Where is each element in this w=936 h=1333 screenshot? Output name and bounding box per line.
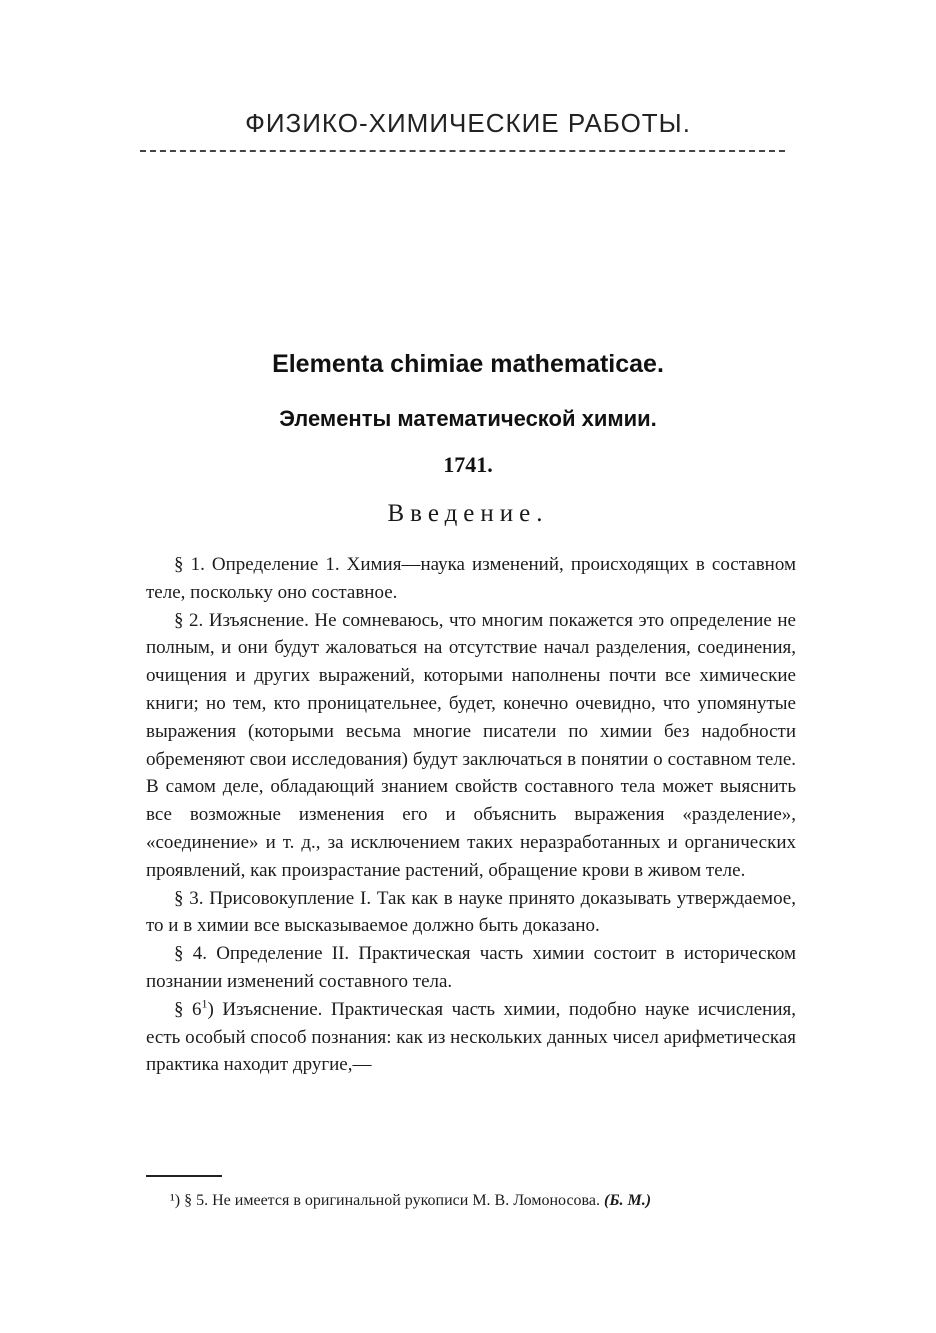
footnote-reference: 1 [201, 996, 208, 1011]
footnote-rule [146, 1175, 222, 1177]
footnote [170, 1192, 810, 1210]
paragraph-3: § 3. Присовокупление I. Так как в науке принято доказывать утверждаемое, то и в химии все высказываемое должно быть доказано. [146, 887, 796, 937]
body-text [146, 551, 796, 1079]
section-heading: Введение. [387, 500, 549, 527]
footnote-credit: (Б. М.) [604, 1192, 652, 1209]
paragraph-5 [146, 996, 796, 1079]
paragraph-2: § 2. Изъяснение. Не сомневаюсь, что многим покажется это определение не полным, и они будут жаловаться на отсутствие начал разделения, соединения, очищения и других выражений, которыми наполнены почти все химические книги; но тем, кто проницательнее, будет, конечно очевидно, что упомянутые выражения (которыми весьма многие писатели по химии без надобности обременяют свои исследования) будут заключаться в понятии о составном теле. В самом деле, обладающий знанием свойств составного тела может выяснить все возможные изменения его и объяснить выражения «разделение», «соединение» и т. д., за исключением таких неразработанных и органических проявлений, как произрастание растений, обращение крови в живом теле. [146, 609, 796, 881]
title-latin: Elementa chimiae mathematicae. [272, 350, 664, 378]
running-head: ФИЗИКО-ХИМИЧЕСКИЕ РАБОТЫ. [245, 108, 691, 138]
paragraph-5-text: ) Изъяснение. Практическая часть химии, подобно науке исчисления, есть особый способ познания: как из нескольких данных чисел арифметическая практика находит другие,— [146, 998, 797, 1076]
footnote-marker: ¹) [170, 1192, 181, 1209]
title-year: 1741. [443, 452, 493, 477]
paragraph-5-lead: § 6 [174, 998, 202, 1020]
paragraph-1: § 1. Определение 1. Химия—наука изменений, происходящих в составном теле, поскольку оно составное. [146, 554, 796, 603]
footnote-text: § 5. Не имеется в оригинальной рукописи М. В. Ломоносова. [184, 1192, 600, 1209]
header-rule [140, 150, 785, 152]
title-russian: Элементы математической химии. [279, 406, 657, 431]
paragraph-4: § 4. Определение II. Практическая часть химии состоит в историческом познании изменений составного тела. [146, 943, 796, 992]
